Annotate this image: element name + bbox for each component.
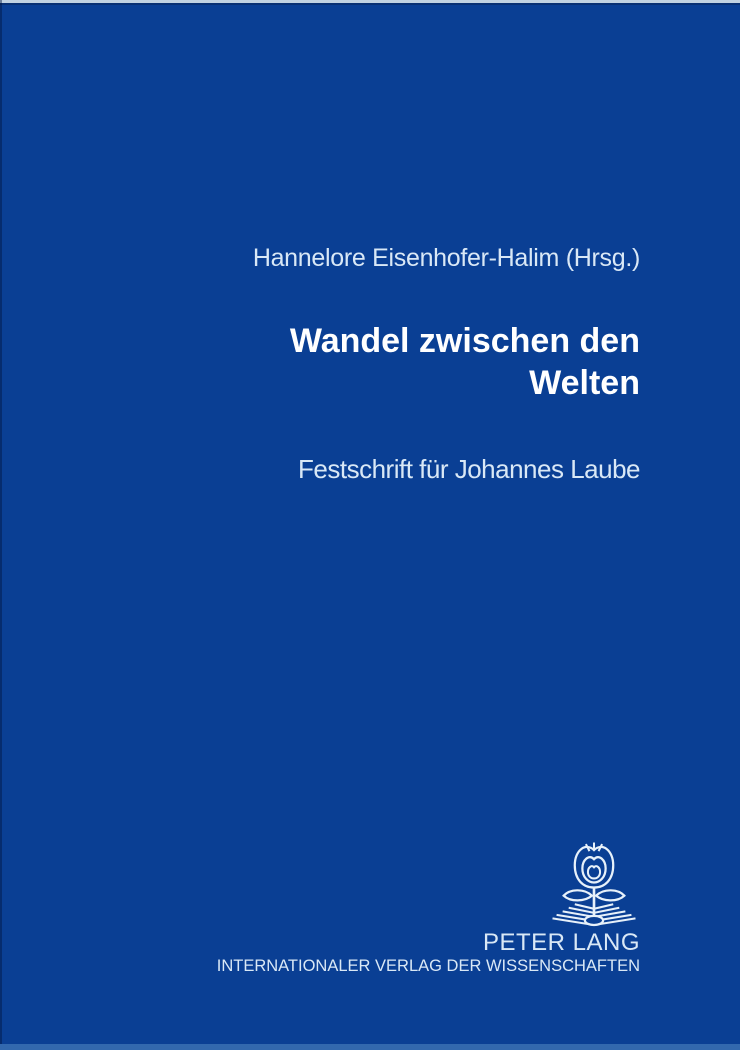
book-title-line-2: Welten: [529, 364, 640, 402]
tulip-icon: [564, 843, 625, 918]
book-subtitle: Festschrift für Johannes Laube: [298, 454, 640, 484]
cover-bottom-edge-strip: [0, 1044, 740, 1050]
publisher-name: PETER LANG: [482, 929, 640, 956]
book-title: [0, 320, 640, 404]
author-line: Hannelore Eisenhofer-Halim (Hrsg.): [252, 244, 640, 272]
publisher-tagline: INTERNATIONALER VERLAG DER WISSENSCHAFTEN: [216, 957, 640, 975]
cover-left-edge-shade: [0, 0, 2, 1050]
book-title-line-1: Wandel zwischen den: [289, 322, 640, 360]
cover-top-edge-shadow: [0, 3, 740, 5]
peter-lang-logo-icon: [548, 841, 640, 927]
